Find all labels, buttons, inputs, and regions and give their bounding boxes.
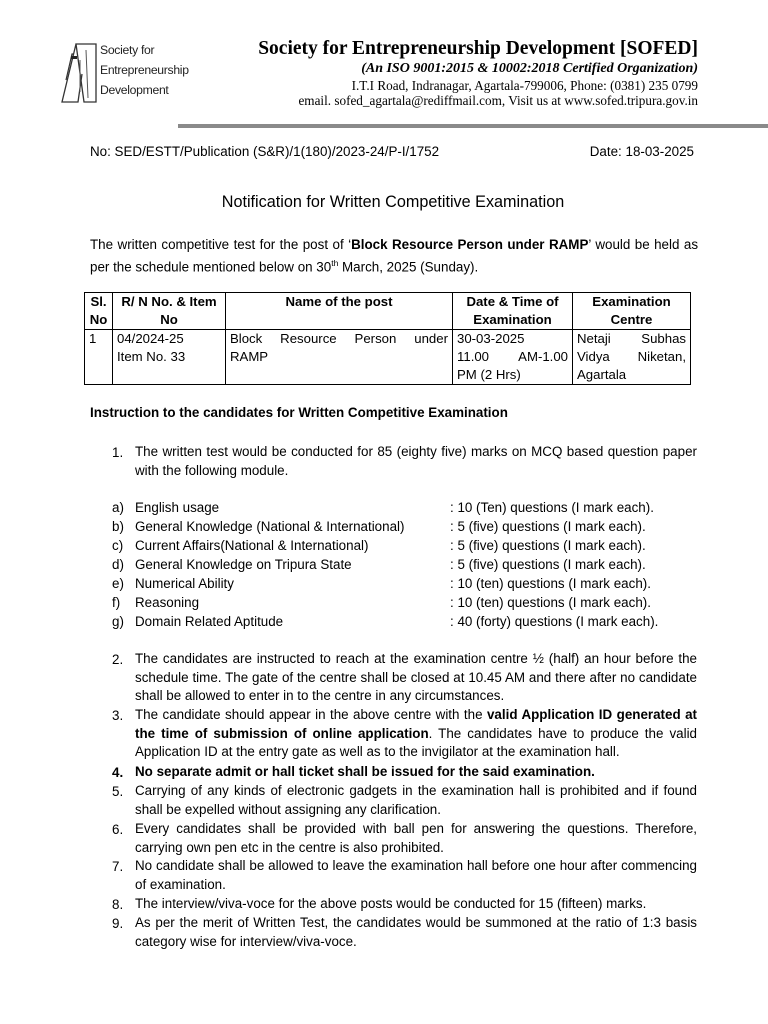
iso-certification: (An ISO 9001:2015 & 10002:2018 Certified Organization)	[361, 61, 698, 76]
table-header-row	[85, 293, 691, 330]
instruction-item-3: The candidate should appear in the above centre with the valid Application ID generated at the time of submission of online application. The candidates have to produce the valid Application ID at the entry gate as well as to the invigilator at the examination hall.	[135, 707, 698, 760]
sofed-logo	[58, 40, 189, 106]
contact-line: email. sofed_agartala@rediffmail.com, Visit us at www.sofed.tripura.gov.in	[298, 93, 698, 108]
address-line: I.T.I Road, Indranagar, Agartala-799006, Phone: (0381) 235 0799	[351, 78, 698, 93]
cell-post-name: Block Resource Person under RAMP	[226, 330, 453, 385]
header-rn-item: R/ N No. & Item No	[113, 293, 226, 330]
logo-text-line2: Entrepreneurship	[100, 63, 189, 77]
item-number: 7.	[112, 859, 124, 874]
logo-text-line1: Society for	[100, 43, 155, 57]
module-name: Reasoning	[135, 595, 200, 610]
module-name: Domain Related Aptitude	[135, 614, 284, 629]
instruction-item-2: The candidates are instructed to reach at the examination centre ½ (half) an hour before the schedule time. The gate of the centre shall be closed at 10.45 AM and there after no candidate shall be allowed to enter in to the centre in any circumstances.	[135, 651, 697, 704]
module-name: Numerical Ability	[135, 576, 234, 591]
exam-schedule-table	[84, 292, 691, 385]
module-letter: e)	[112, 576, 124, 591]
module-questions: : 5 (five) questions (I mark each).	[450, 557, 646, 572]
cell-date-time: 30-03-2025 11.00 AM-1.00 PM (2 Hrs)	[453, 330, 573, 385]
table-row	[85, 330, 691, 385]
module-letter: b)	[112, 519, 124, 534]
application-id-emphasis: valid Application ID generated at the time of submission of online application	[135, 707, 698, 741]
cell-exam-centre: Netaji Subhas Vidya Niketan, Agartala	[573, 330, 691, 385]
reference-number: No: SED/ESTT/Publication (S&R)/1(180)/2023-24/P-I/1752	[90, 144, 440, 159]
module-questions: : 10 (ten) questions (I mark each).	[450, 595, 651, 610]
cell-sl-no: 1	[85, 330, 113, 385]
instruction-item-7: No candidate shall be allowed to leave the examination hall before one hour after commencing of examination.	[135, 858, 697, 892]
intro-paragraph: The written competitive test for the post of ‘Block Resource Person under RAMP’ would be held as per the schedule mentioned below on 30th March, 2025 (Sunday).	[90, 237, 699, 275]
organization-name: Society for Entrepreneurship Development [SOFED]	[258, 38, 698, 59]
item-number: 6.	[112, 822, 124, 837]
header-sl-no: Sl. No	[85, 293, 113, 330]
instruction-item-1: The written test would be conducted for 85 (eighty five) marks on MCQ based question paper with the following module.	[135, 444, 697, 478]
instruction-item-4: No separate admit or hall ticket shall be issued for the said examination.	[135, 764, 595, 779]
module-name: General Knowledge (National & International)	[135, 519, 405, 534]
module-questions: : 40 (forty) questions (I mark each).	[450, 614, 659, 629]
reference-date: Date: 18-03-2025	[589, 144, 694, 159]
module-questions: : 5 (five) questions (I mark each).	[450, 538, 646, 553]
cell-rn-item: 04/2024-25 Item No. 33	[113, 330, 226, 385]
logo-text-line3: Development	[100, 83, 169, 97]
sofed-emblem-icon	[58, 40, 98, 104]
module-letter: g)	[112, 614, 124, 629]
instruction-item-6: Every candidates shall be provided with ball pen for answering the questions. Therefore, carrying own pen etc in the centre is also prohibited.	[135, 821, 697, 855]
module-letter: a)	[112, 500, 124, 515]
header-exam-centre: Examination Centre	[573, 293, 691, 330]
item-number: 2.	[112, 652, 124, 667]
item-number: 3.	[112, 708, 124, 723]
item-number: 8.	[112, 897, 124, 912]
item-number: 9.	[112, 916, 124, 931]
header-divider	[178, 124, 768, 128]
item-number: 4.	[112, 765, 124, 780]
instruction-item-5: Carrying of any kinds of electronic gadgets in the examination hall is prohibited and if found shall be expelled without assigning any clarification.	[135, 783, 697, 817]
instructions-heading: Instruction to the candidates for Written Competitive Examination	[90, 405, 508, 420]
module-questions: : 10 (ten) questions (I mark each).	[450, 576, 651, 591]
module-questions: : 5 (five) questions (I mark each).	[450, 519, 646, 534]
instruction-item-9: As per the merit of Written Test, the candidates would be summoned at the ratio of 1:3 basis category wise for interview/viva-voce.	[135, 915, 697, 949]
module-letter: f)	[112, 595, 121, 610]
header-date-time: Date & Time of Examination	[453, 293, 573, 330]
module-letter: d)	[112, 557, 124, 572]
module-letter: c)	[112, 538, 124, 553]
module-name: Current Affairs(National & International)	[135, 538, 369, 553]
module-name: General Knowledge on Tripura State	[135, 557, 352, 572]
module-questions: : 10 (Ten) questions (I mark each).	[450, 500, 654, 515]
header-post-name: Name of the post	[226, 293, 453, 330]
item-number: 5.	[112, 784, 124, 799]
item-number: 1.	[112, 445, 124, 460]
post-name: Block Resource Person under RAMP	[351, 237, 589, 252]
module-name: English usage	[135, 500, 220, 515]
instruction-item-8: The interview/viva-voce for the above posts would be conducted for 15 (fifteen) marks.	[135, 896, 647, 911]
notification-heading: Notification for Written Competitive Examination	[221, 193, 565, 211]
